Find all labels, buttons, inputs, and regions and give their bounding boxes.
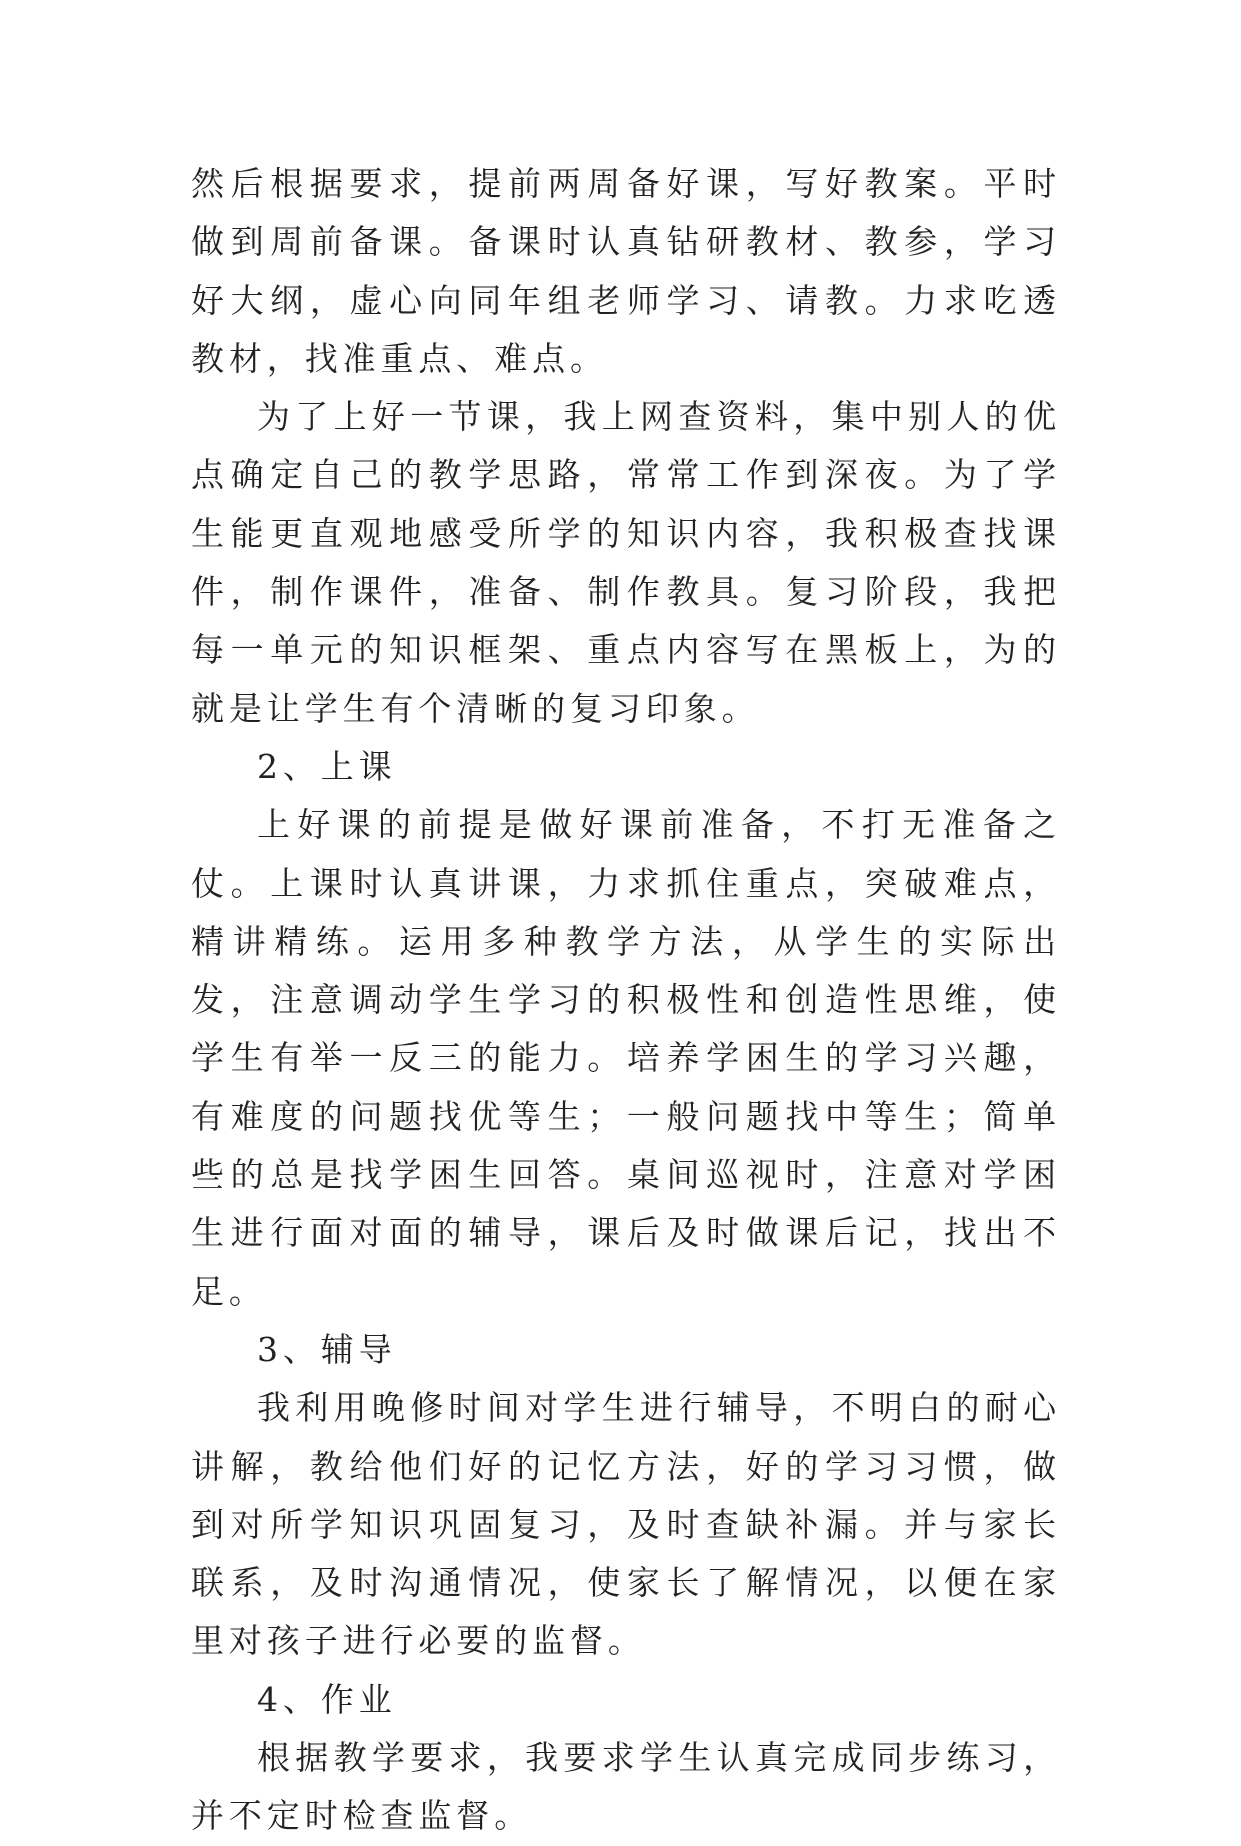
paragraph-lesson-prep-continued: 然后根据要求，提前两周备好课，写好教案。平时做到周前备课。备课时认真钻研教材、教参，学习好大纲，虚心向同年组老师学习、请教。力求吃透教材，找准重点、难点。 [191, 164, 1061, 378]
paragraph-teaching: 上好课的前提是做好课前准备，不打无准备之仗。上课时认真讲课，力求抓住重点，突破难点，精讲精练。运用多种教学方法，从学生的实际出发，注意调动学生学习的积极性和创造性思维，使学生有举一反三的能力。培养学困生的学习兴趣，有难度的问题找优等生；一般问题找中等生；简单些的总是找学困生回答。桌间巡视时，注意对学困生进行面对面的辅导，课后及时做课后记，找出不足。 [191, 805, 1061, 1311]
paragraph-lesson-prep-research: 为了上好一节课，我上网查资料，集中别人的优点确定自己的教学思路，常常工作到深夜。为了学生能更直观地感受所学的知识内容，我积极查找课件，制作课件，准备、制作教具。复习阶段，我把每一单元的知识框架、重点内容写在黑板上，为的就是让学生有个清晰的复习印象。 [191, 397, 1061, 728]
paragraph-homework: 根据教学要求，我要求学生认真完成同步练习，并不定时检查监督。 [191, 1738, 1061, 1836]
paragraph-tutoring: 我利用晚修时间对学生进行辅导，不明白的耐心讲解，教给他们好的记忆方法，好的学习习惯，做到对所学知识巩固复习，及时查缺补漏。并与家长联系，及时沟通情况，使家长了解情况，以便在家里对孩子进行必要的监督。 [191, 1388, 1061, 1661]
section-heading-tutoring: 3、辅导 [257, 1329, 397, 1369]
section-heading-teaching: 2、上课 [257, 746, 397, 786]
section-heading-homework: 4、作业 [257, 1679, 397, 1719]
document-body [191, 155, 1061, 1846]
